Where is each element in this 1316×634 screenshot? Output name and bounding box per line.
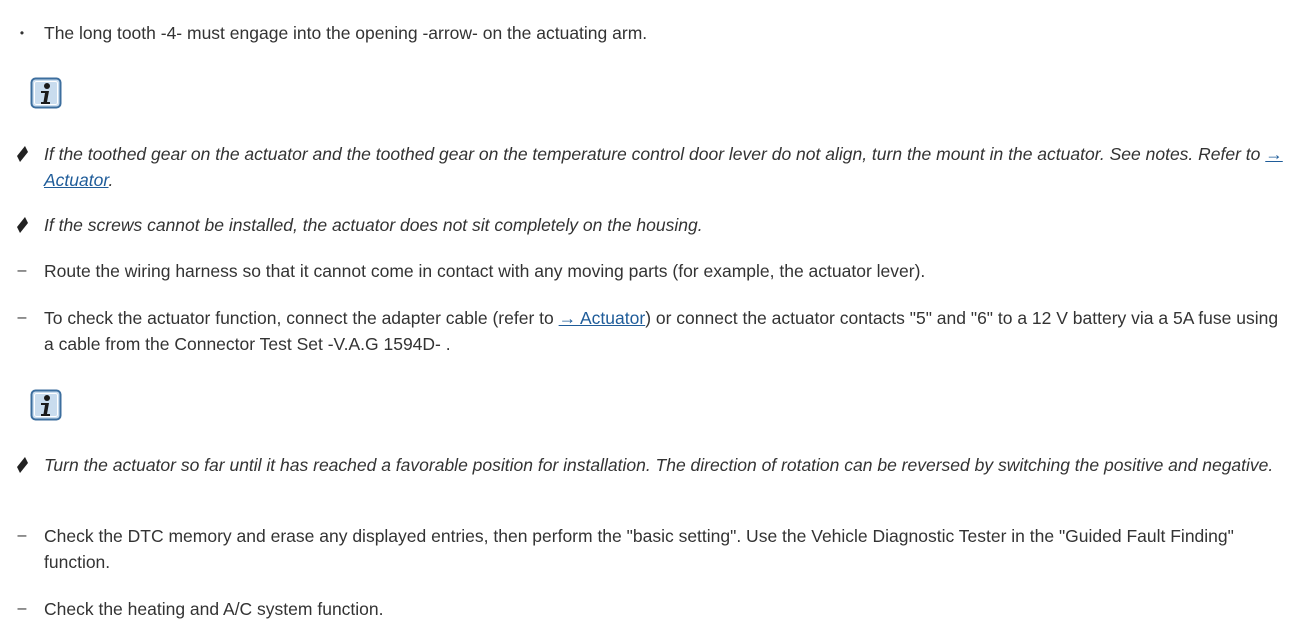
list-item-text: Check the DTC memory and erase any displayed entries, then perform the "basic setting". Use the Vehicle Diagnostic Tester in the "Guided Fault Finding" function. xyxy=(44,526,1234,572)
info-icon xyxy=(30,77,62,109)
list-item-text: The long tooth -4- must engage into the opening -arrow- on the actuating arm. xyxy=(44,23,648,43)
list-item-text: Route the wiring harness so that it cannot come in contact with any moving parts (for example, the actuator lever). xyxy=(44,261,926,281)
actuator-link[interactable]: → Actuator xyxy=(558,308,646,328)
note-text: If the screws cannot be installed, the actuator does not sit completely on the housing. xyxy=(44,215,703,235)
note-diamond-icon xyxy=(14,145,30,163)
info-icon xyxy=(30,389,62,421)
list-item-text: Check the heating and A/C system function. xyxy=(44,599,384,619)
actuator-link[interactable]: → Actuator xyxy=(44,144,1283,190)
note-diamond-icon xyxy=(14,216,30,234)
dash-marker: – xyxy=(17,309,27,326)
list-item-text: To check the actuator function, connect the adapter cable (refer to → Actuator) or connect the actuator contacts "5" and "6" to a 12 V battery via a 5A fuse using a cable from the Connector Test Set -V.A.G 1594D- . xyxy=(44,308,1279,354)
note-text: If the toothed gear on the actuator and the toothed gear on the temperature control door lever do not align, turn the mount in the actuator. See notes. Refer to → Actuator. xyxy=(44,144,1283,190)
dash-marker: – xyxy=(17,527,27,544)
note-diamond-icon xyxy=(14,456,30,474)
bullet-dot: • xyxy=(19,26,25,40)
note-text: Turn the actuator so far until it has reached a favorable position for installation. The direction of rotation can be reversed by switching the positive and negative. xyxy=(44,455,1274,475)
dash-marker: – xyxy=(17,262,27,279)
dash-marker: – xyxy=(17,600,27,617)
